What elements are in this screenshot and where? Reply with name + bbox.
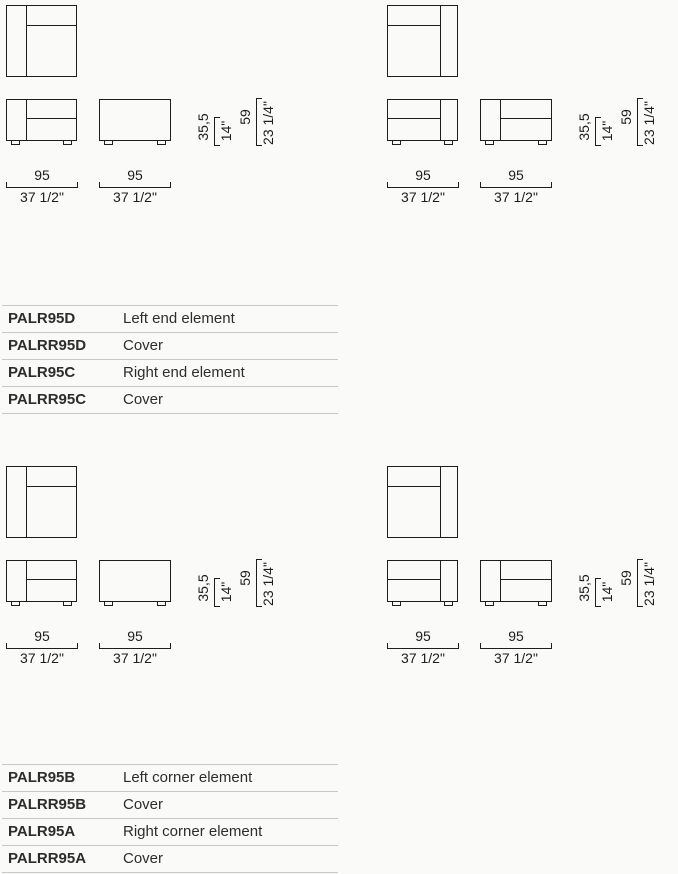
dim-tick [480, 182, 481, 187]
spec-table-corner-elements [2, 764, 338, 873]
width-cm-label: 95 [34, 167, 50, 183]
foot [104, 601, 113, 606]
left-end-element-diagram [6, 5, 281, 205]
table-row [2, 818, 338, 845]
width-cm-label: 95 [415, 167, 431, 183]
front-armrest-line [26, 561, 27, 601]
plan-armrest-line [440, 6, 441, 76]
foot [485, 140, 494, 145]
dim-tick [99, 643, 100, 648]
seat-height-in-label: 14" [599, 581, 615, 603]
right-end-element-diagram [387, 5, 662, 205]
table-row [2, 791, 338, 818]
front-seat-line [388, 118, 440, 119]
seat-height-bracket [214, 117, 215, 146]
foot [11, 140, 20, 145]
seat-height-cm-label: 35,5 [576, 113, 592, 141]
width-cm-label: 95 [34, 628, 50, 644]
product-code: PALR95A [8, 823, 76, 840]
front-armrest-line [440, 100, 441, 140]
bracket-tick [595, 145, 601, 146]
dim-tick [458, 643, 459, 648]
seat-height-bracket [595, 117, 596, 146]
side-seat-line [500, 118, 551, 119]
width-in-label: 37 1/2" [113, 650, 157, 666]
left-corner-element-diagram [6, 466, 281, 666]
seat-height-in-label: 14" [218, 120, 234, 142]
dim-tick [480, 643, 481, 648]
foot [157, 601, 166, 606]
product-description: Left end element [123, 310, 235, 327]
dim-tick [551, 182, 552, 187]
plan-backrest-line [388, 25, 440, 26]
seat-height-cm-label: 35,5 [576, 574, 592, 602]
plan-armrest-line [440, 467, 441, 537]
side-view [480, 99, 552, 141]
bracket-tick [256, 559, 262, 560]
side-view [480, 560, 552, 602]
side-backrest-line [500, 100, 501, 140]
dim-tick [387, 182, 388, 187]
dim-tick [6, 182, 7, 187]
bracket-tick [256, 145, 262, 146]
width-cm-label: 95 [415, 628, 431, 644]
total-height-bracket [637, 98, 638, 146]
product-description: Cover [123, 796, 164, 813]
bracket-tick [637, 606, 643, 607]
table-row [2, 305, 338, 332]
front-seat-line [26, 118, 76, 119]
product-description: Left corner element [123, 769, 253, 786]
side-view [99, 560, 171, 602]
side-backrest-line [500, 561, 501, 601]
width-dim-line [99, 187, 171, 188]
dim-tick [170, 182, 171, 187]
front-seat-line [388, 579, 440, 580]
product-description: Cover [123, 391, 164, 408]
foot [63, 140, 72, 145]
width-dim-line [480, 187, 552, 188]
front-view [6, 99, 77, 141]
width-cm-label: 95 [127, 167, 143, 183]
product-code: PALR95C [8, 364, 76, 381]
product-code: PALRR95D [8, 337, 87, 354]
product-code: PALRR95A [8, 850, 87, 867]
bracket-tick [214, 117, 220, 118]
dim-tick [77, 643, 78, 648]
front-view [6, 560, 77, 602]
foot [157, 140, 166, 145]
total-height-in-label: 23 1/4" [641, 562, 657, 606]
foot [485, 601, 494, 606]
product-code: PALRR95C [8, 391, 87, 408]
table-row [2, 764, 338, 791]
bracket-tick [214, 145, 220, 146]
width-cm-label: 95 [508, 167, 524, 183]
right-corner-element-diagram [387, 466, 662, 666]
plan-view [6, 466, 77, 538]
product-description: Cover [123, 850, 164, 867]
total-height-cm-label: 59 [618, 109, 634, 125]
plan-view [6, 5, 77, 77]
side-seat-line [500, 579, 551, 580]
foot [63, 601, 72, 606]
front-view [387, 560, 458, 602]
width-dim-line [480, 648, 552, 649]
total-height-cm-label: 59 [618, 570, 634, 586]
width-dim-line [387, 187, 459, 188]
bracket-tick [214, 606, 220, 607]
table-row [2, 359, 338, 386]
width-in-label: 37 1/2" [20, 650, 64, 666]
width-dim-line [6, 648, 78, 649]
product-code: PALR95D [8, 310, 76, 327]
foot [11, 601, 20, 606]
front-seat-line [26, 579, 76, 580]
width-dim-line [99, 648, 171, 649]
total-height-bracket [256, 559, 257, 607]
bracket-tick [637, 145, 643, 146]
bracket-tick [214, 578, 220, 579]
seat-height-cm-label: 35,5 [195, 113, 211, 141]
width-in-label: 37 1/2" [494, 189, 538, 205]
table-row [2, 386, 338, 413]
dim-tick [551, 643, 552, 648]
foot [538, 601, 547, 606]
width-cm-label: 95 [508, 628, 524, 644]
total-height-in-label: 23 1/4" [260, 562, 276, 606]
width-in-label: 37 1/2" [401, 189, 445, 205]
seat-height-bracket [595, 578, 596, 607]
front-armrest-line [26, 100, 27, 140]
product-code: PALR95B [8, 769, 76, 786]
foot [444, 601, 453, 606]
dim-tick [77, 182, 78, 187]
total-height-cm-label: 59 [237, 109, 253, 125]
total-height-bracket [256, 98, 257, 146]
dim-tick [99, 182, 100, 187]
total-height-bracket [637, 559, 638, 607]
dim-tick [170, 643, 171, 648]
total-height-in-label: 23 1/4" [641, 101, 657, 145]
product-description: Right end element [123, 364, 245, 381]
product-description: Cover [123, 337, 164, 354]
total-height-cm-label: 59 [237, 570, 253, 586]
width-dim-line [387, 648, 459, 649]
plan-backrest-line [388, 486, 440, 487]
front-armrest-line [440, 561, 441, 601]
width-in-label: 37 1/2" [20, 189, 64, 205]
bracket-tick [256, 606, 262, 607]
dim-tick [387, 643, 388, 648]
width-in-label: 37 1/2" [494, 650, 538, 666]
dim-tick [458, 182, 459, 187]
bracket-tick [637, 559, 643, 560]
foot [444, 140, 453, 145]
width-dim-line [6, 187, 78, 188]
product-description: Right corner element [123, 823, 263, 840]
bracket-tick [256, 98, 262, 99]
plan-view [387, 5, 458, 77]
product-code: PALRR95B [8, 796, 87, 813]
table-row [2, 332, 338, 359]
dim-tick [6, 643, 7, 648]
foot [392, 140, 401, 145]
seat-height-in-label: 14" [218, 581, 234, 603]
side-view [99, 99, 171, 141]
seat-height-bracket [214, 578, 215, 607]
plan-backrest-line [26, 25, 76, 26]
bracket-tick [595, 117, 601, 118]
width-cm-label: 95 [127, 628, 143, 644]
width-in-label: 37 1/2" [401, 650, 445, 666]
foot [538, 140, 547, 145]
seat-height-in-label: 14" [599, 120, 615, 142]
table-row [2, 845, 338, 872]
foot [104, 140, 113, 145]
spec-table-end-elements [2, 305, 338, 414]
front-view [387, 99, 458, 141]
plan-backrest-line [26, 486, 76, 487]
plan-armrest-line [26, 6, 27, 76]
plan-view [387, 466, 458, 538]
width-in-label: 37 1/2" [113, 189, 157, 205]
total-height-in-label: 23 1/4" [260, 101, 276, 145]
bracket-tick [595, 578, 601, 579]
bracket-tick [637, 98, 643, 99]
seat-height-cm-label: 35,5 [195, 574, 211, 602]
plan-armrest-line [26, 467, 27, 537]
bracket-tick [595, 606, 601, 607]
foot [392, 601, 401, 606]
